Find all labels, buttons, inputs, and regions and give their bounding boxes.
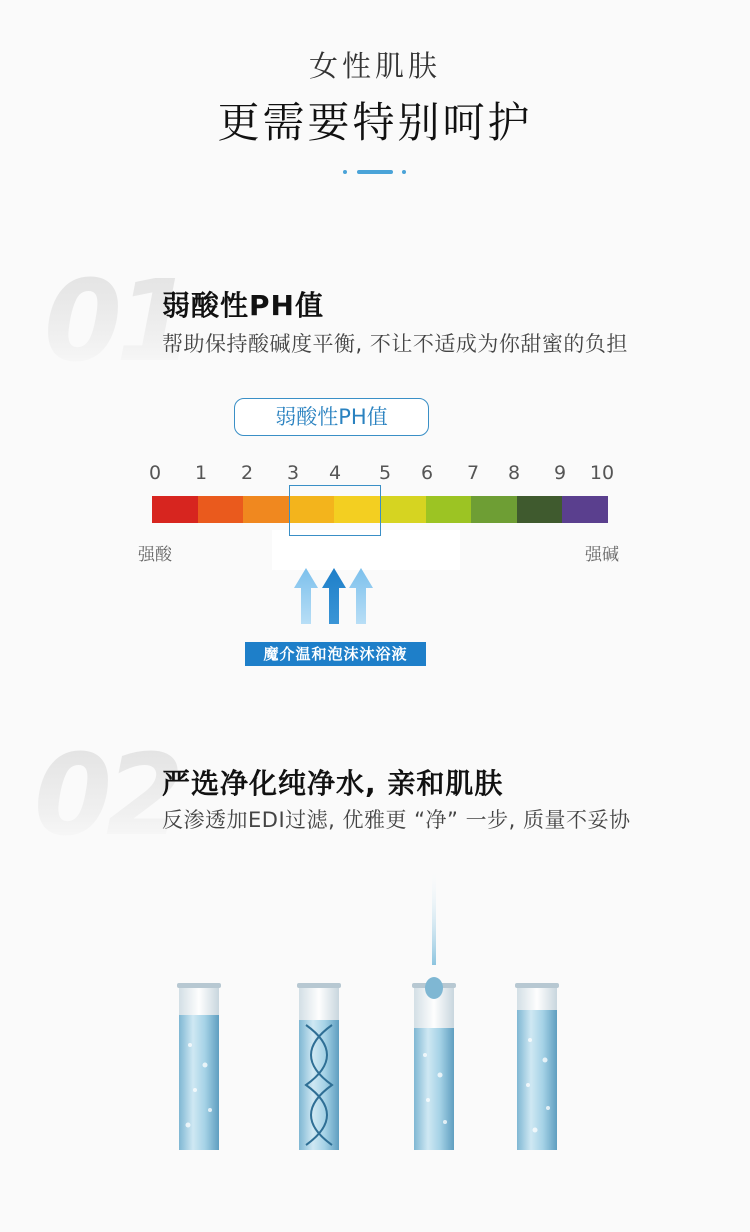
- test-tube-4: [515, 983, 559, 1150]
- ph-segment: [471, 496, 517, 523]
- ph-tick-label: 3: [286, 462, 300, 484]
- ph-tick-label: 2: [240, 462, 254, 484]
- ph-tick-label: 4: [328, 462, 342, 484]
- ph-tick-label: 1: [194, 462, 208, 484]
- up-arrows-icon: [294, 566, 374, 626]
- ph-segment: [562, 496, 608, 523]
- strong-acid-label: 强酸: [138, 545, 172, 565]
- ph-segment: [517, 496, 563, 523]
- section-desc-water: 反渗透加EDI过滤, 优雅更 “净” 一步, 质量不妥协: [162, 808, 631, 832]
- ph-segment: [426, 496, 472, 523]
- ph-highlight-box: [289, 485, 381, 536]
- test-tube-1: [177, 983, 221, 1150]
- ph-tick-label: 6: [420, 462, 434, 484]
- ph-tick-label: 10: [589, 462, 615, 484]
- section-title-water: 严选净化纯净水, 亲和肌肤: [162, 767, 504, 800]
- ph-segment: [243, 496, 289, 523]
- ph-tick-label: 0: [148, 462, 162, 484]
- test-tube-3: [412, 865, 456, 1150]
- strong-alkali-label: 强碱: [585, 545, 619, 565]
- test-tubes-illustration: [0, 860, 750, 1160]
- ph-label-badge: 弱酸性PH值: [234, 398, 429, 436]
- ph-segment: [380, 496, 426, 523]
- section-number-01: 01: [44, 257, 188, 387]
- ph-tick-label: 5: [378, 462, 392, 484]
- scale-glow: [272, 530, 460, 570]
- section-title-ph: 弱酸性PH值: [162, 289, 324, 322]
- ph-tick-label: 8: [507, 462, 521, 484]
- title-divider: [0, 168, 750, 176]
- ph-segment: [198, 496, 244, 523]
- product-name-tag: 魔介温和泡沫沐浴液: [245, 642, 426, 666]
- page-title: 更需要特别呵护: [217, 98, 533, 147]
- test-tube-2: [297, 983, 341, 1150]
- page-subtitle: 女性肌肤: [308, 49, 441, 83]
- ph-tick-label: 9: [553, 462, 567, 484]
- section-number-02: 02: [34, 731, 178, 861]
- section-desc-ph: 帮助保持酸碱度平衡, 不让不适成为你甜蜜的负担: [162, 332, 628, 356]
- ph-segment: [152, 496, 198, 523]
- ph-tick-label: 7: [466, 462, 480, 484]
